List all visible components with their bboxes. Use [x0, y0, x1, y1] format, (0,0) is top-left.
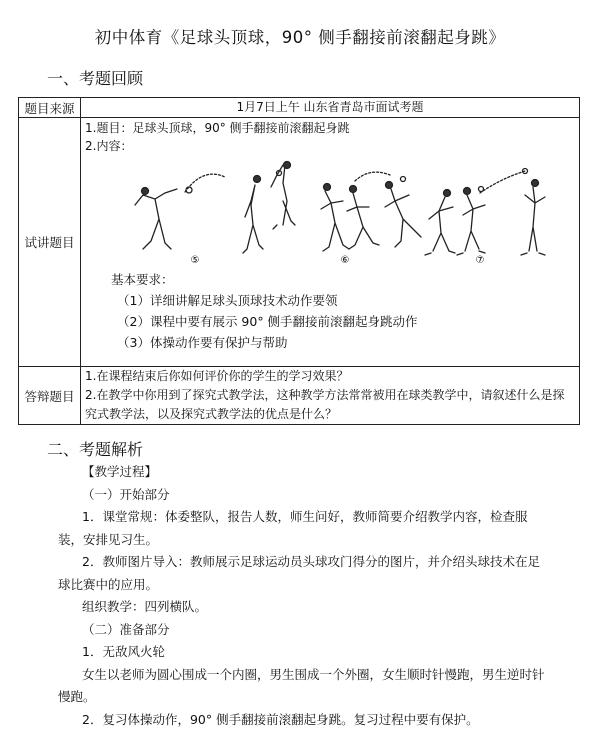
trial-content-cell [81, 118, 580, 367]
defense-question-2: 2.在教学中你用到了探究式教学法，这种教学方法常常被用在球类教学中，请叙述什么是探究式教学法，以及探究式教学法的优点是什么？ [85, 386, 575, 424]
part1-title: （一）开始部分 [58, 484, 548, 507]
analysis-body [58, 461, 548, 731]
defense-question-1: 1.在课程结束后你如何评价你的学生的学习效果？ [85, 367, 575, 386]
trial-content-label: 2.内容： [85, 137, 575, 155]
organization-note: 组织教学：四列横队。 [58, 596, 548, 619]
source-value: 1月7日上午 山东省青岛市面试考题 [81, 98, 580, 118]
technique-illustration [85, 157, 575, 269]
analysis-item-3-desc: 女生以老师为圆心围成一个内圈，男生围成一个外圈，女生顺时针慢跑，男生逆时针慢跑。 [58, 664, 548, 709]
analysis-item-4: 2．复习体操动作，90° 侧手翻接前滚翻起身跳。复习过程中要有保护。 [58, 709, 548, 731]
analysis-item-1: 1．课堂常规：体委整队，报告人数，师生问好，教师简要介绍教学内容，检查服装，安排见习生。 [58, 506, 548, 551]
requirement-item: （1）详细讲解足球头顶球技术动作要领 [117, 290, 575, 311]
exam-table [18, 97, 580, 425]
section-heading-analysis: 二、考题解析 [47, 437, 143, 460]
defense-content-cell [81, 367, 580, 425]
analysis-item-3: 1．无敌风火轮 [58, 641, 548, 664]
requirements-title: 基本要求： [111, 269, 575, 290]
requirement-item: （2）课程中要有展示 90° 侧手翻接前滚翻起身跳动作 [117, 311, 575, 332]
analysis-item-2: 2．教师图片导入：教师展示足球运动员头球攻门得分的图片，并介绍头球技术在足球比赛中的应用。 [58, 551, 548, 596]
source-label: 题目来源 [19, 98, 81, 118]
section-heading-review: 一、考题回顾 [47, 66, 143, 89]
document-title: 初中体育《足球头顶球，90° 侧手翻接前滚翻起身跳》 [0, 24, 600, 48]
requirements-block [111, 269, 575, 353]
requirement-item: （3）体操动作要有保护与帮助 [117, 332, 575, 353]
defense-label: 答辩题目 [19, 367, 81, 425]
header-ball-figures [85, 157, 575, 269]
process-title: 【教学过程】 [58, 461, 548, 484]
trial-label: 试讲题目 [19, 118, 81, 367]
figure-number-7: ⑦ [476, 255, 485, 266]
trial-topic: 1.题目：足球头顶球，90° 侧手翻接前滚翻起身跳 [85, 119, 575, 137]
part2-title: （二）准备部分 [58, 619, 548, 642]
figure-number-5: ⑤ [191, 255, 200, 266]
figure-number-6: ⑥ [341, 255, 350, 266]
